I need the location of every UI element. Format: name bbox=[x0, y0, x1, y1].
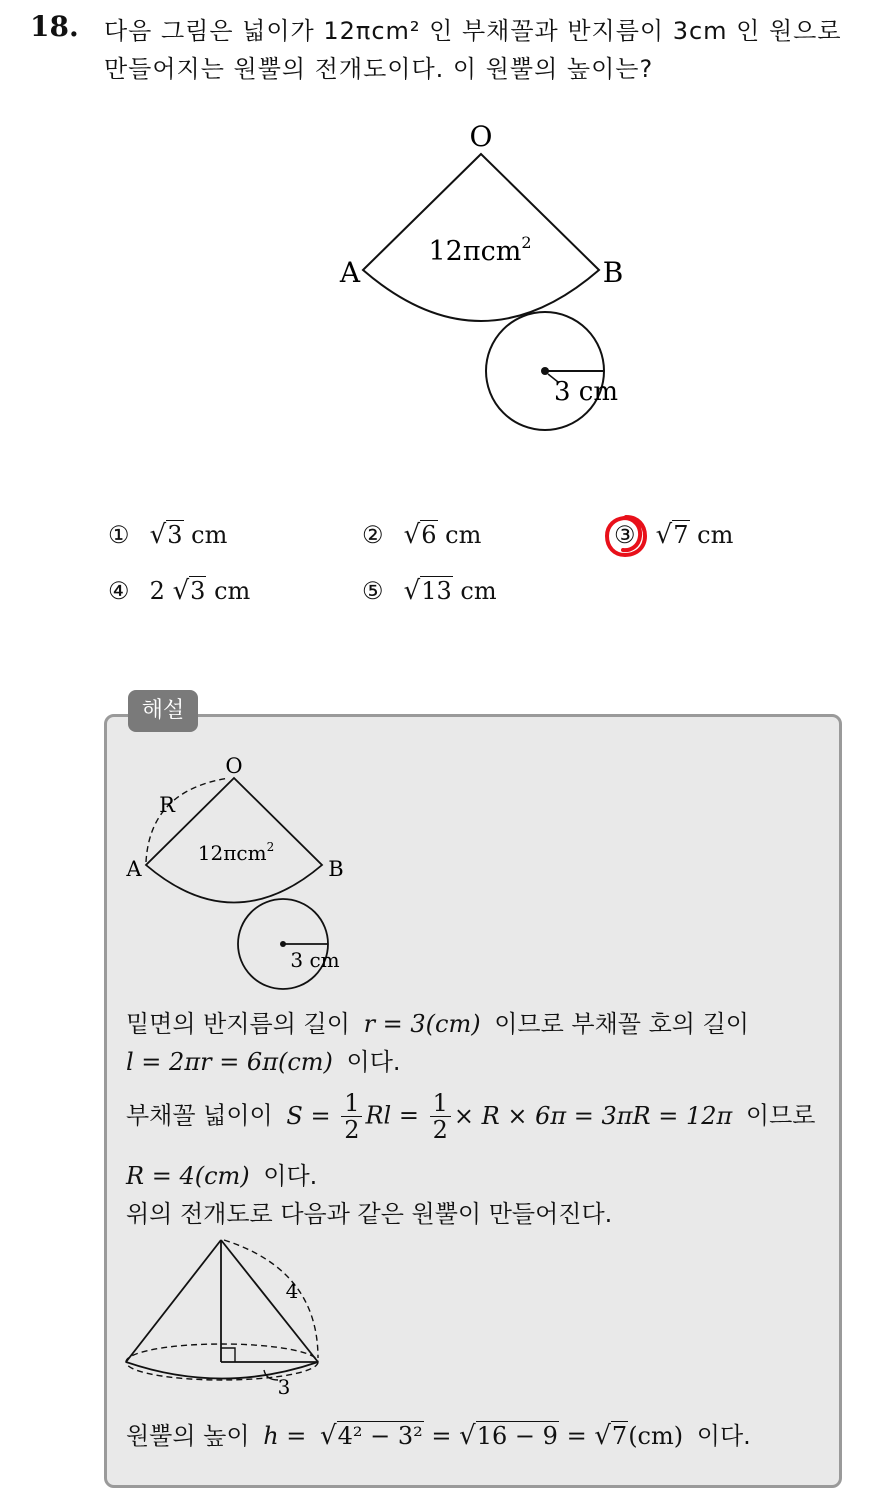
option-3-mark: ③ bbox=[614, 521, 636, 549]
label-A: A bbox=[339, 256, 361, 289]
exp-l3-mid: Rl = bbox=[365, 1101, 419, 1130]
exp-l5-text: 위의 전개도로 다음과 같은 원뿔이 만들어진다. bbox=[126, 1200, 613, 1228]
option-4-unit: cm bbox=[214, 577, 251, 605]
exp-l6-sqrt-3: √7 bbox=[594, 1421, 628, 1451]
explanation-tag: 해설 bbox=[128, 690, 198, 732]
option-1[interactable] bbox=[108, 520, 227, 550]
exp-l6-eq-1: = bbox=[431, 1422, 452, 1450]
slant-dashed-arc bbox=[224, 1240, 318, 1358]
option-3-sqrt: √7 bbox=[655, 520, 689, 550]
exp-l6-sqrt-1: √4² − 3² bbox=[320, 1421, 423, 1451]
exp-l2-text: 이다. bbox=[346, 1048, 401, 1076]
option-2[interactable] bbox=[362, 520, 481, 550]
net-figure bbox=[320, 110, 640, 440]
option-1-sqrt: √3 bbox=[149, 520, 183, 550]
exp-label-O: O bbox=[225, 754, 243, 778]
exp-l1-text-a: 밑면의 반지름의 길이 bbox=[126, 1010, 350, 1038]
explanation-line-2 bbox=[126, 1042, 401, 1077]
exp-l6-text-b: 이다. bbox=[696, 1422, 751, 1450]
exp-l3-end: × R × 6π = 3πR = 12π bbox=[453, 1101, 733, 1130]
option-4-coef: 2 bbox=[149, 577, 165, 605]
question-line-2: 만들어지는 원뿔의 전개도이다. 이 원뿔의 높이는? bbox=[104, 55, 654, 83]
slant-label: 4 bbox=[285, 1279, 299, 1303]
exp-label-B: B bbox=[328, 857, 344, 881]
option-2-sqrt: √6 bbox=[403, 520, 437, 550]
exp-l4-text: 이다. bbox=[263, 1162, 318, 1190]
exp-l3-text-b: 이므로 bbox=[745, 1101, 816, 1130]
explanation-line-1 bbox=[126, 1004, 749, 1039]
option-5-sqrt: √13 bbox=[403, 576, 452, 606]
explanation-line-4 bbox=[126, 1156, 317, 1191]
exp-l6-unit: (cm) bbox=[628, 1422, 684, 1450]
exp-l4-math: R = 4(cm) bbox=[126, 1162, 250, 1190]
answer-circle-mark bbox=[604, 514, 648, 558]
option-5[interactable] bbox=[362, 576, 497, 606]
question-line-1: 다음 그림은 넓이가 12πcm² 인 부채꼴과 반지름이 3cm 인 원으로 bbox=[104, 17, 842, 45]
exp-l6-text-a: 원뿔의 높이 bbox=[126, 1422, 250, 1450]
exp-l1-text-b: 이므로 부채꼴 호의 길이 bbox=[494, 1010, 749, 1038]
exp-l3-fraction-2: $\frac{1}{2}$ bbox=[430, 1090, 451, 1143]
exp-l1-math: r = 3(cm) bbox=[363, 1010, 481, 1038]
exp-l3-fraction-1: $\frac{1}{2}$ bbox=[341, 1090, 362, 1143]
exp-l6-eq-2: = bbox=[566, 1422, 587, 1450]
exp-label-R: R bbox=[159, 793, 175, 817]
option-4-mark: ④ bbox=[108, 577, 130, 605]
question-text bbox=[104, 12, 864, 88]
explanation-line-6 bbox=[126, 1416, 751, 1451]
option-2-mark: ② bbox=[362, 521, 384, 549]
explanation-line-5 bbox=[126, 1194, 612, 1229]
base-radius-label: 3 bbox=[277, 1375, 291, 1399]
label-O: O bbox=[469, 120, 493, 153]
explanation-net-figure bbox=[120, 750, 360, 990]
cone-figure bbox=[120, 1230, 330, 1400]
option-1-unit: cm bbox=[191, 521, 228, 549]
exp-l6-h: h = bbox=[263, 1422, 307, 1450]
option-3-unit: cm bbox=[697, 521, 734, 549]
radius-label: 3 cm bbox=[553, 377, 619, 407]
option-4[interactable] bbox=[108, 576, 250, 606]
exp-radius-label: 3 cm bbox=[290, 948, 340, 972]
option-5-mark: ⑤ bbox=[362, 577, 384, 605]
label-B: B bbox=[602, 256, 624, 289]
exp-center-dot bbox=[280, 941, 286, 947]
question-number: 18. bbox=[30, 10, 79, 43]
option-5-unit: cm bbox=[460, 577, 497, 605]
exp-sector-area-label: 12πcm$^2$ bbox=[197, 840, 275, 865]
option-1-mark: ① bbox=[108, 521, 130, 549]
option-2-unit: cm bbox=[445, 521, 482, 549]
exp-l6-sqrt-2: √16 − 9 bbox=[459, 1421, 558, 1451]
exp-l3-S: S = bbox=[286, 1101, 331, 1130]
sector-area-label: 12πcm$^2$ bbox=[428, 233, 532, 267]
exp-l3-text-a: 부채꼴 넓이이 bbox=[126, 1101, 273, 1130]
exp-label-A: A bbox=[126, 857, 142, 881]
exp-l2-math: l = 2πr = 6π(cm) bbox=[126, 1048, 333, 1076]
option-4-sqrt: √3 bbox=[172, 576, 206, 606]
right-angle-mark bbox=[221, 1348, 235, 1362]
center-dot bbox=[541, 367, 549, 375]
explanation-line-3 bbox=[126, 1090, 815, 1143]
